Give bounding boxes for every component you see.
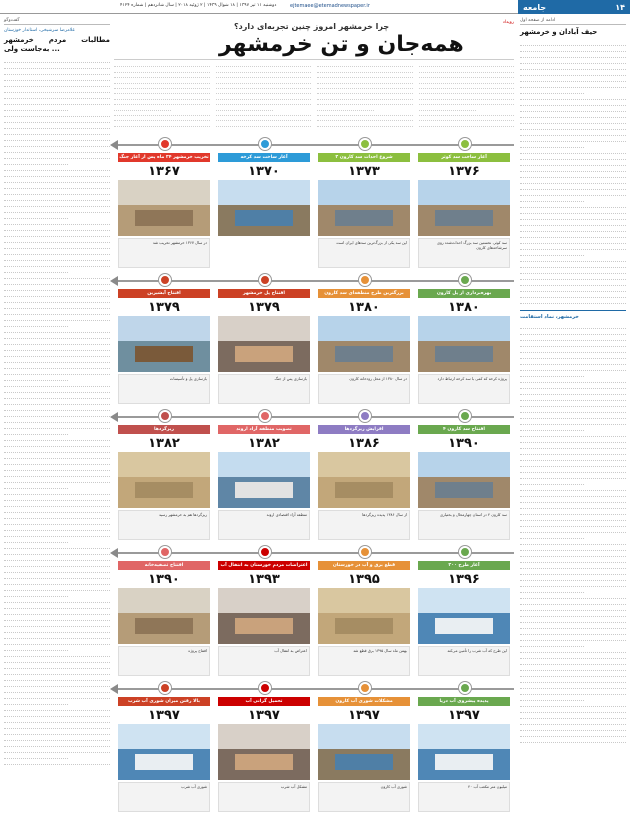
event-label: بالا رفتن میزان شوری آب شرب bbox=[118, 697, 210, 706]
event-label: آغاز ساخت سد کوثر bbox=[418, 153, 510, 162]
photo-sky bbox=[318, 316, 410, 341]
event-caption: مشکل آب شرب bbox=[218, 782, 310, 812]
event-photo bbox=[218, 452, 310, 508]
masthead-bar bbox=[0, 0, 630, 14]
headline: همه‌جان و تن خرمشهر bbox=[219, 32, 464, 57]
photo-sky bbox=[318, 452, 410, 477]
timeline-card bbox=[318, 680, 410, 814]
event-year: ۱۳۸۰ bbox=[448, 299, 480, 315]
photo-sky bbox=[118, 452, 210, 477]
event-photo bbox=[118, 724, 210, 780]
photo-sky bbox=[418, 588, 510, 613]
timeline-card bbox=[418, 408, 510, 542]
timeline-dot bbox=[259, 682, 271, 694]
left-column-body bbox=[4, 57, 110, 765]
section-header bbox=[518, 0, 630, 14]
event-photo bbox=[318, 724, 410, 780]
timeline-rows bbox=[114, 136, 514, 816]
photo-sky bbox=[418, 180, 510, 205]
photo-subject bbox=[135, 618, 194, 634]
event-photo bbox=[118, 180, 210, 236]
timeline-dot bbox=[259, 274, 271, 286]
event-photo bbox=[418, 588, 510, 644]
event-photo bbox=[118, 316, 210, 372]
event-caption: در سال ۱۳۶۷ خرمشهر تخریب شد bbox=[118, 238, 210, 268]
photo-sky bbox=[218, 452, 310, 477]
event-year: ۱۳۸۲ bbox=[248, 435, 280, 451]
event-caption: پروژه کرخه که کمی با سد کرخه ارتباط دارد bbox=[418, 374, 510, 404]
photo-subject bbox=[335, 346, 394, 362]
event-caption: سد کارون ۴ در استان چهارمحال و بختیاری bbox=[418, 510, 510, 540]
photo-sky bbox=[118, 724, 210, 749]
event-label: افتتاح سد کارون ۴ bbox=[418, 425, 510, 434]
right-column bbox=[520, 18, 626, 818]
timeline-dot bbox=[359, 410, 371, 422]
photo-subject bbox=[435, 482, 494, 498]
left-column-title: مطالبات مردم خرمشهر به‌جاست ولی ... bbox=[4, 36, 110, 53]
photo-subject bbox=[335, 754, 394, 770]
photo-sky bbox=[218, 180, 310, 205]
infographic-header bbox=[114, 18, 514, 60]
text-line bbox=[4, 759, 110, 765]
event-year: ۱۳۷۰ bbox=[248, 163, 280, 179]
text-line bbox=[520, 298, 626, 304]
right-column-body-2 bbox=[520, 323, 626, 743]
intro-column bbox=[317, 62, 413, 132]
timeline-dot bbox=[359, 138, 371, 150]
event-caption: شوری آب کارون bbox=[318, 782, 410, 812]
photo-subject bbox=[135, 482, 194, 498]
event-caption: سد کوثر، نخستین سد بزرگ احداث‌شده روی سرشاخه‌های کارون bbox=[418, 238, 510, 268]
event-label: شروع احداث سد کارون ۳ bbox=[318, 153, 410, 162]
timeline-dot bbox=[159, 138, 171, 150]
intro-column bbox=[419, 62, 515, 132]
event-year: ۱۳۷۹ bbox=[248, 299, 280, 315]
event-label: تصویب منطقه آزاد اروند bbox=[218, 425, 310, 434]
timeline-card bbox=[218, 136, 310, 270]
text-line bbox=[114, 121, 210, 126]
event-caption: ریزگردها هم به خرمشهر رسید bbox=[118, 510, 210, 540]
event-label: افتتاح تصفیه‌خانه bbox=[118, 561, 210, 570]
timeline-dot bbox=[159, 410, 171, 422]
event-photo bbox=[218, 724, 310, 780]
photo-subject bbox=[235, 618, 294, 634]
event-photo bbox=[318, 452, 410, 508]
event-year: ۱۳۹۷ bbox=[348, 707, 380, 723]
timeline-arrow-icon bbox=[110, 548, 118, 558]
timeline-dot bbox=[259, 546, 271, 558]
section-title: جامعه bbox=[523, 2, 547, 12]
timeline-card bbox=[118, 680, 210, 814]
event-caption: ۴۰ میلیون متر مکعب آب bbox=[418, 782, 510, 812]
event-year: ۱۳۹۶ bbox=[448, 571, 480, 587]
timeline-dot bbox=[459, 410, 471, 422]
event-label: مشکلات شوری آب کارون bbox=[318, 697, 410, 706]
photo-subject bbox=[135, 210, 194, 226]
intro-column bbox=[114, 62, 210, 132]
event-photo bbox=[118, 588, 210, 644]
photo-subject bbox=[235, 346, 294, 362]
event-year: ۱۳۸۶ bbox=[348, 435, 380, 451]
timeline-card bbox=[418, 680, 510, 814]
photo-subject bbox=[335, 482, 394, 498]
event-year: ۱۳۹۰ bbox=[448, 435, 480, 451]
timeline-row bbox=[114, 680, 514, 814]
photo-subject bbox=[235, 482, 294, 498]
event-label: بهره‌برداری از پل کارون bbox=[418, 289, 510, 298]
photo-sky bbox=[418, 724, 510, 749]
event-year: ۱۳۹۰ bbox=[148, 571, 180, 587]
photo-sky bbox=[218, 588, 310, 613]
timeline-dot bbox=[459, 138, 471, 150]
photo-subject bbox=[235, 210, 294, 226]
event-photo bbox=[418, 316, 510, 372]
event-caption: منطقه آزاد اقتصادی اروند bbox=[218, 510, 310, 540]
event-caption: اعتراض به انتقال آب bbox=[218, 646, 310, 676]
timeline-card bbox=[218, 680, 310, 814]
text-line bbox=[520, 737, 626, 743]
timeline-card bbox=[118, 408, 210, 542]
timeline-row bbox=[114, 408, 514, 542]
event-photo bbox=[418, 452, 510, 508]
timeline-arrow-icon bbox=[110, 412, 118, 422]
timeline-card bbox=[318, 544, 410, 678]
event-caption: این طرح که آب شرب را تأمین می‌کند bbox=[418, 646, 510, 676]
photo-subject bbox=[435, 346, 494, 362]
event-caption: این سد یکی از بزرگ‌ترین سدهای ایران است bbox=[318, 238, 410, 268]
photo-subject bbox=[135, 346, 194, 362]
timeline-dot bbox=[359, 682, 371, 694]
sub-headline: چرا خرمشهر امروز چنین تجربه‌ای دارد؟ bbox=[234, 22, 390, 31]
photo-sky bbox=[118, 180, 210, 205]
timeline-card bbox=[318, 408, 410, 542]
photo-sky bbox=[118, 316, 210, 341]
event-label: ریزگردها bbox=[118, 425, 210, 434]
event-photo bbox=[318, 588, 410, 644]
event-label: افتتاح آبشیرین bbox=[118, 289, 210, 298]
right-column-title: حیف آبادان و خرمشهر bbox=[520, 28, 598, 36]
event-caption: بازسازی پس از جنگ bbox=[218, 374, 310, 404]
photo-sky bbox=[318, 724, 410, 749]
dateline: دوشنبه ۱۱ تیر ۱۳۹۷ | ۱۸ شوال ۱۴۳۹ | ۲ ژوئیه ۲۰۱۸ | سال شانزدهم | شماره ۴۱۲۴ bbox=[120, 3, 277, 8]
photo-subject bbox=[135, 754, 194, 770]
timeline-arrow-icon bbox=[110, 276, 118, 286]
photo-subject bbox=[335, 210, 394, 226]
event-photo bbox=[318, 180, 410, 236]
timeline-dot bbox=[159, 546, 171, 558]
photo-sky bbox=[418, 452, 510, 477]
timeline-dot bbox=[459, 546, 471, 558]
photo-subject bbox=[435, 210, 494, 226]
photo-subject bbox=[435, 618, 494, 634]
timeline-dot bbox=[459, 274, 471, 286]
timeline-card bbox=[118, 272, 210, 406]
event-caption: بهمن ماه سال ۱۳۹۵ برق قطع شد bbox=[318, 646, 410, 676]
text-line bbox=[216, 121, 312, 126]
event-caption: بازسازی پل و تأسیسات bbox=[118, 374, 210, 404]
event-year: ۱۳۷۶ bbox=[448, 163, 480, 179]
timeline-card bbox=[318, 136, 410, 270]
event-label: بزرگترین طرح منطقه‌ای سد کارون bbox=[318, 289, 410, 298]
event-year: ۱۳۸۲ bbox=[148, 435, 180, 451]
timeline-card bbox=[118, 544, 210, 678]
event-photo bbox=[318, 316, 410, 372]
right-column-subtitle: خرمشهر، نماد استقامت bbox=[520, 314, 579, 320]
event-year: ۱۳۹۵ bbox=[348, 571, 380, 587]
timeline-row bbox=[114, 544, 514, 678]
event-year: ۱۳۹۳ bbox=[248, 571, 280, 587]
timeline-dot bbox=[459, 682, 471, 694]
event-caption: در سال ۱۳۸۰ از محل رودخانه کارون bbox=[318, 374, 410, 404]
event-caption: از سال ۱۳۸۶ پدیده ریزگردها bbox=[318, 510, 410, 540]
page-number: ۱۴ bbox=[615, 2, 625, 12]
photo-sky bbox=[218, 316, 310, 341]
event-label: افتتاح پل خرمشهر bbox=[218, 289, 310, 298]
intro-column bbox=[216, 62, 312, 132]
left-column bbox=[4, 18, 110, 818]
event-caption: افتتاح پروژه bbox=[118, 646, 210, 676]
event-photo bbox=[218, 316, 310, 372]
timeline-dot bbox=[359, 546, 371, 558]
event-photo bbox=[418, 724, 510, 780]
timeline-dot bbox=[359, 274, 371, 286]
photo-sky bbox=[318, 180, 410, 205]
timeline-dot bbox=[259, 410, 271, 422]
divider bbox=[520, 310, 626, 311]
event-year: ۱۳۸۰ bbox=[348, 299, 380, 315]
event-year: ۱۳۷۹ bbox=[148, 299, 180, 315]
event-caption: شوری آب شرب bbox=[118, 782, 210, 812]
timeline-dot bbox=[159, 274, 171, 286]
event-year: ۱۳۹۷ bbox=[148, 707, 180, 723]
photo-sky bbox=[118, 588, 210, 613]
timeline-card bbox=[418, 136, 510, 270]
right-column-tag: ادامه از صفحه اول bbox=[520, 18, 626, 25]
event-photo bbox=[218, 588, 310, 644]
event-year: ۱۳۷۳ bbox=[348, 163, 380, 179]
event-label: افزایش ریزگردها bbox=[318, 425, 410, 434]
event-label: پدیده پیشروی آب دریا bbox=[418, 697, 510, 706]
intro-text bbox=[114, 62, 514, 132]
photo-sky bbox=[218, 724, 310, 749]
event-label: قطع برق و آب در خوزستان bbox=[318, 561, 410, 570]
event-year: ۱۳۹۷ bbox=[248, 707, 280, 723]
event-photo bbox=[218, 180, 310, 236]
photo-sky bbox=[418, 316, 510, 341]
text-line bbox=[317, 121, 413, 126]
timeline-card bbox=[218, 272, 310, 406]
timeline-card bbox=[418, 544, 510, 678]
event-label: تخریب خرمشهر ۳۴ ماه پس از آغاز جنگ bbox=[119, 155, 209, 160]
event-label: آغاز ساخت سد کرخه bbox=[218, 153, 310, 162]
photo-subject bbox=[435, 754, 494, 770]
left-column-tag: گفت‌وگو bbox=[4, 18, 110, 25]
timeline-dot bbox=[259, 138, 271, 150]
infographic bbox=[114, 18, 514, 818]
text-line bbox=[419, 121, 515, 126]
event-label: اعتراضات مردم خوزستان به انتقال آب bbox=[218, 561, 310, 570]
event-label: آغاز طرح ۲۰۰ bbox=[418, 561, 510, 570]
left-column-author: غلامرضا سرشیخی، استاندار خوزستان bbox=[4, 28, 75, 33]
event-year: ۱۳۹۷ bbox=[448, 707, 480, 723]
timeline-card bbox=[418, 272, 510, 406]
event-label: تحمیل گرانی آب bbox=[218, 697, 310, 706]
photo-subject bbox=[235, 754, 294, 770]
kicker: رویداد bbox=[502, 20, 514, 25]
section-email[interactable]: ejtemaee@etemadnewspaper.ir bbox=[290, 3, 370, 9]
event-photo bbox=[118, 452, 210, 508]
photo-subject bbox=[335, 618, 394, 634]
timeline-card bbox=[218, 544, 310, 678]
right-column-body bbox=[520, 40, 626, 304]
timeline-card bbox=[118, 136, 210, 270]
timeline-arrow-icon bbox=[110, 684, 118, 694]
photo-sky bbox=[318, 588, 410, 613]
event-year: ۱۳۶۷ bbox=[148, 163, 180, 179]
timeline-row bbox=[114, 272, 514, 406]
timeline-arrow-icon bbox=[110, 140, 118, 150]
timeline-dot bbox=[159, 682, 171, 694]
event-photo bbox=[418, 180, 510, 236]
timeline-row bbox=[114, 136, 514, 270]
timeline-card bbox=[218, 408, 310, 542]
timeline-card bbox=[318, 272, 410, 406]
